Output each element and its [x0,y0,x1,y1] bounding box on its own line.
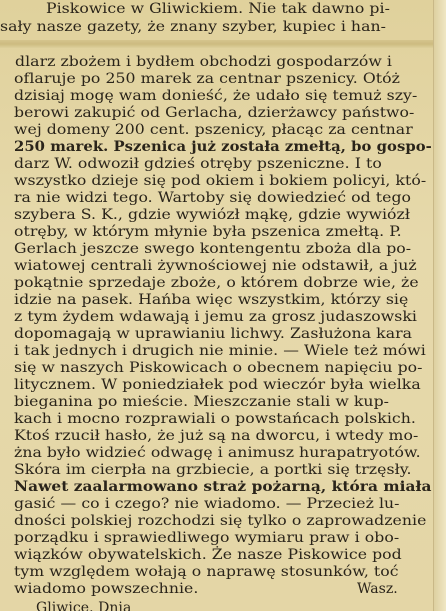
header-line: Piskowice w Gliwickiem. Nie tak dawno pi- [46,1,390,17]
body-line: dlarz zbożem i bydłem obchodzi gospodarzów i [15,54,392,70]
body-line: bieganina po mieście. Mieszczanie stali w kup- [14,394,390,410]
body-line: kach i mocno rozprawiali o powstańcach polskich. [14,411,416,427]
body-line: i tak jednych i drugich nie minie. — Wiele też mówi [14,343,426,359]
body-line: otręby, w którym młynie była pszenica zmełtą. P. [14,224,402,240]
body-line: litycznem. W poniedziałek pod wieczór była wielka [14,377,421,393]
body-line: oflaruje po 250 marek za centnar pszenicy. Otóż [14,71,400,87]
body-line: 250 marek. Pszenica już została zmełtą, bo gospo- [14,139,432,155]
body-line: wszystko dzieje się pod okiem i bokiem policyi, któ- [14,173,427,189]
body-line: ra nie widzi tego. Wartoby się dowiedzieć od tego [14,190,412,206]
body-line: darz W. odwoził gdzieś otręby pszeniczne. I to [14,156,382,172]
body-line: tym względem wołają o naprawę stosunków, toć [14,564,399,580]
body-line: Gerlach jeszcze swego kontengentu zboża dla po- [14,241,412,257]
body-line: dopomagają w uprawianiu lichwy. Zasłużona kara [14,326,413,342]
body-line: Skóra im cierpła na grzbiecie, a portki się trzęsły. [14,462,412,478]
body-line: z tym żydem wdawają i jemu za grosz judaszowski [14,309,417,325]
paper-fold [0,40,446,48]
body-line: berowi zakupić od Gerlacha, dzierżawcy państwo- [14,105,415,121]
body-line: wiązków obywatelskich. Że nasze Piskowice pod [14,547,402,563]
body-line: dzisiaj mogę wam donieść, że udało się temuż szy- [14,88,418,104]
body-line: idzie na pasek. Hańba więc wszystkim, którzy się [14,292,409,308]
body-line: Ktoś rzucił hasło, że już są na dworcu, i wtedy mo- [14,428,419,444]
body-line: dności polskiej rozchodzi się tylko o zaprowadzenie [14,513,427,529]
header-line: sały nasze gazety, że znany szyber, kupiec i han- [0,19,386,35]
body-line: pokątnie sprzedaje zboże, o którem dobrze wie, że [14,275,419,291]
body-line: żna było widzieć odwagę i animusz hurapatryotów. [14,445,421,461]
body-line: szybera S. K., gdzie wywiózł mąkę, gdzie wywiózł [14,207,411,223]
page-edge [433,0,446,611]
footer-fragment: Gliwice. Dnia [36,600,132,611]
body-line: gasić — co i czego? nie wiadomo. — Przecież lu- [14,496,400,512]
body-line: się w naszych Piskowicach o obecnem napięciu po- [14,360,423,376]
body-line: wiatowej centrali żywnościowej nie odstawił, a już [14,258,417,274]
body-line: wiadomo powszechnie. [14,581,199,597]
body-line: Nawet zaalarmowano straż pożarną, która miała [14,479,432,495]
signature: Wasz. [357,581,398,597]
body-line: wej domeny 200 cent. pszenicy, płacąc za centnar [14,122,413,138]
body-line: porządku i sprawiedliwego wymiaru praw i obo- [14,530,400,546]
